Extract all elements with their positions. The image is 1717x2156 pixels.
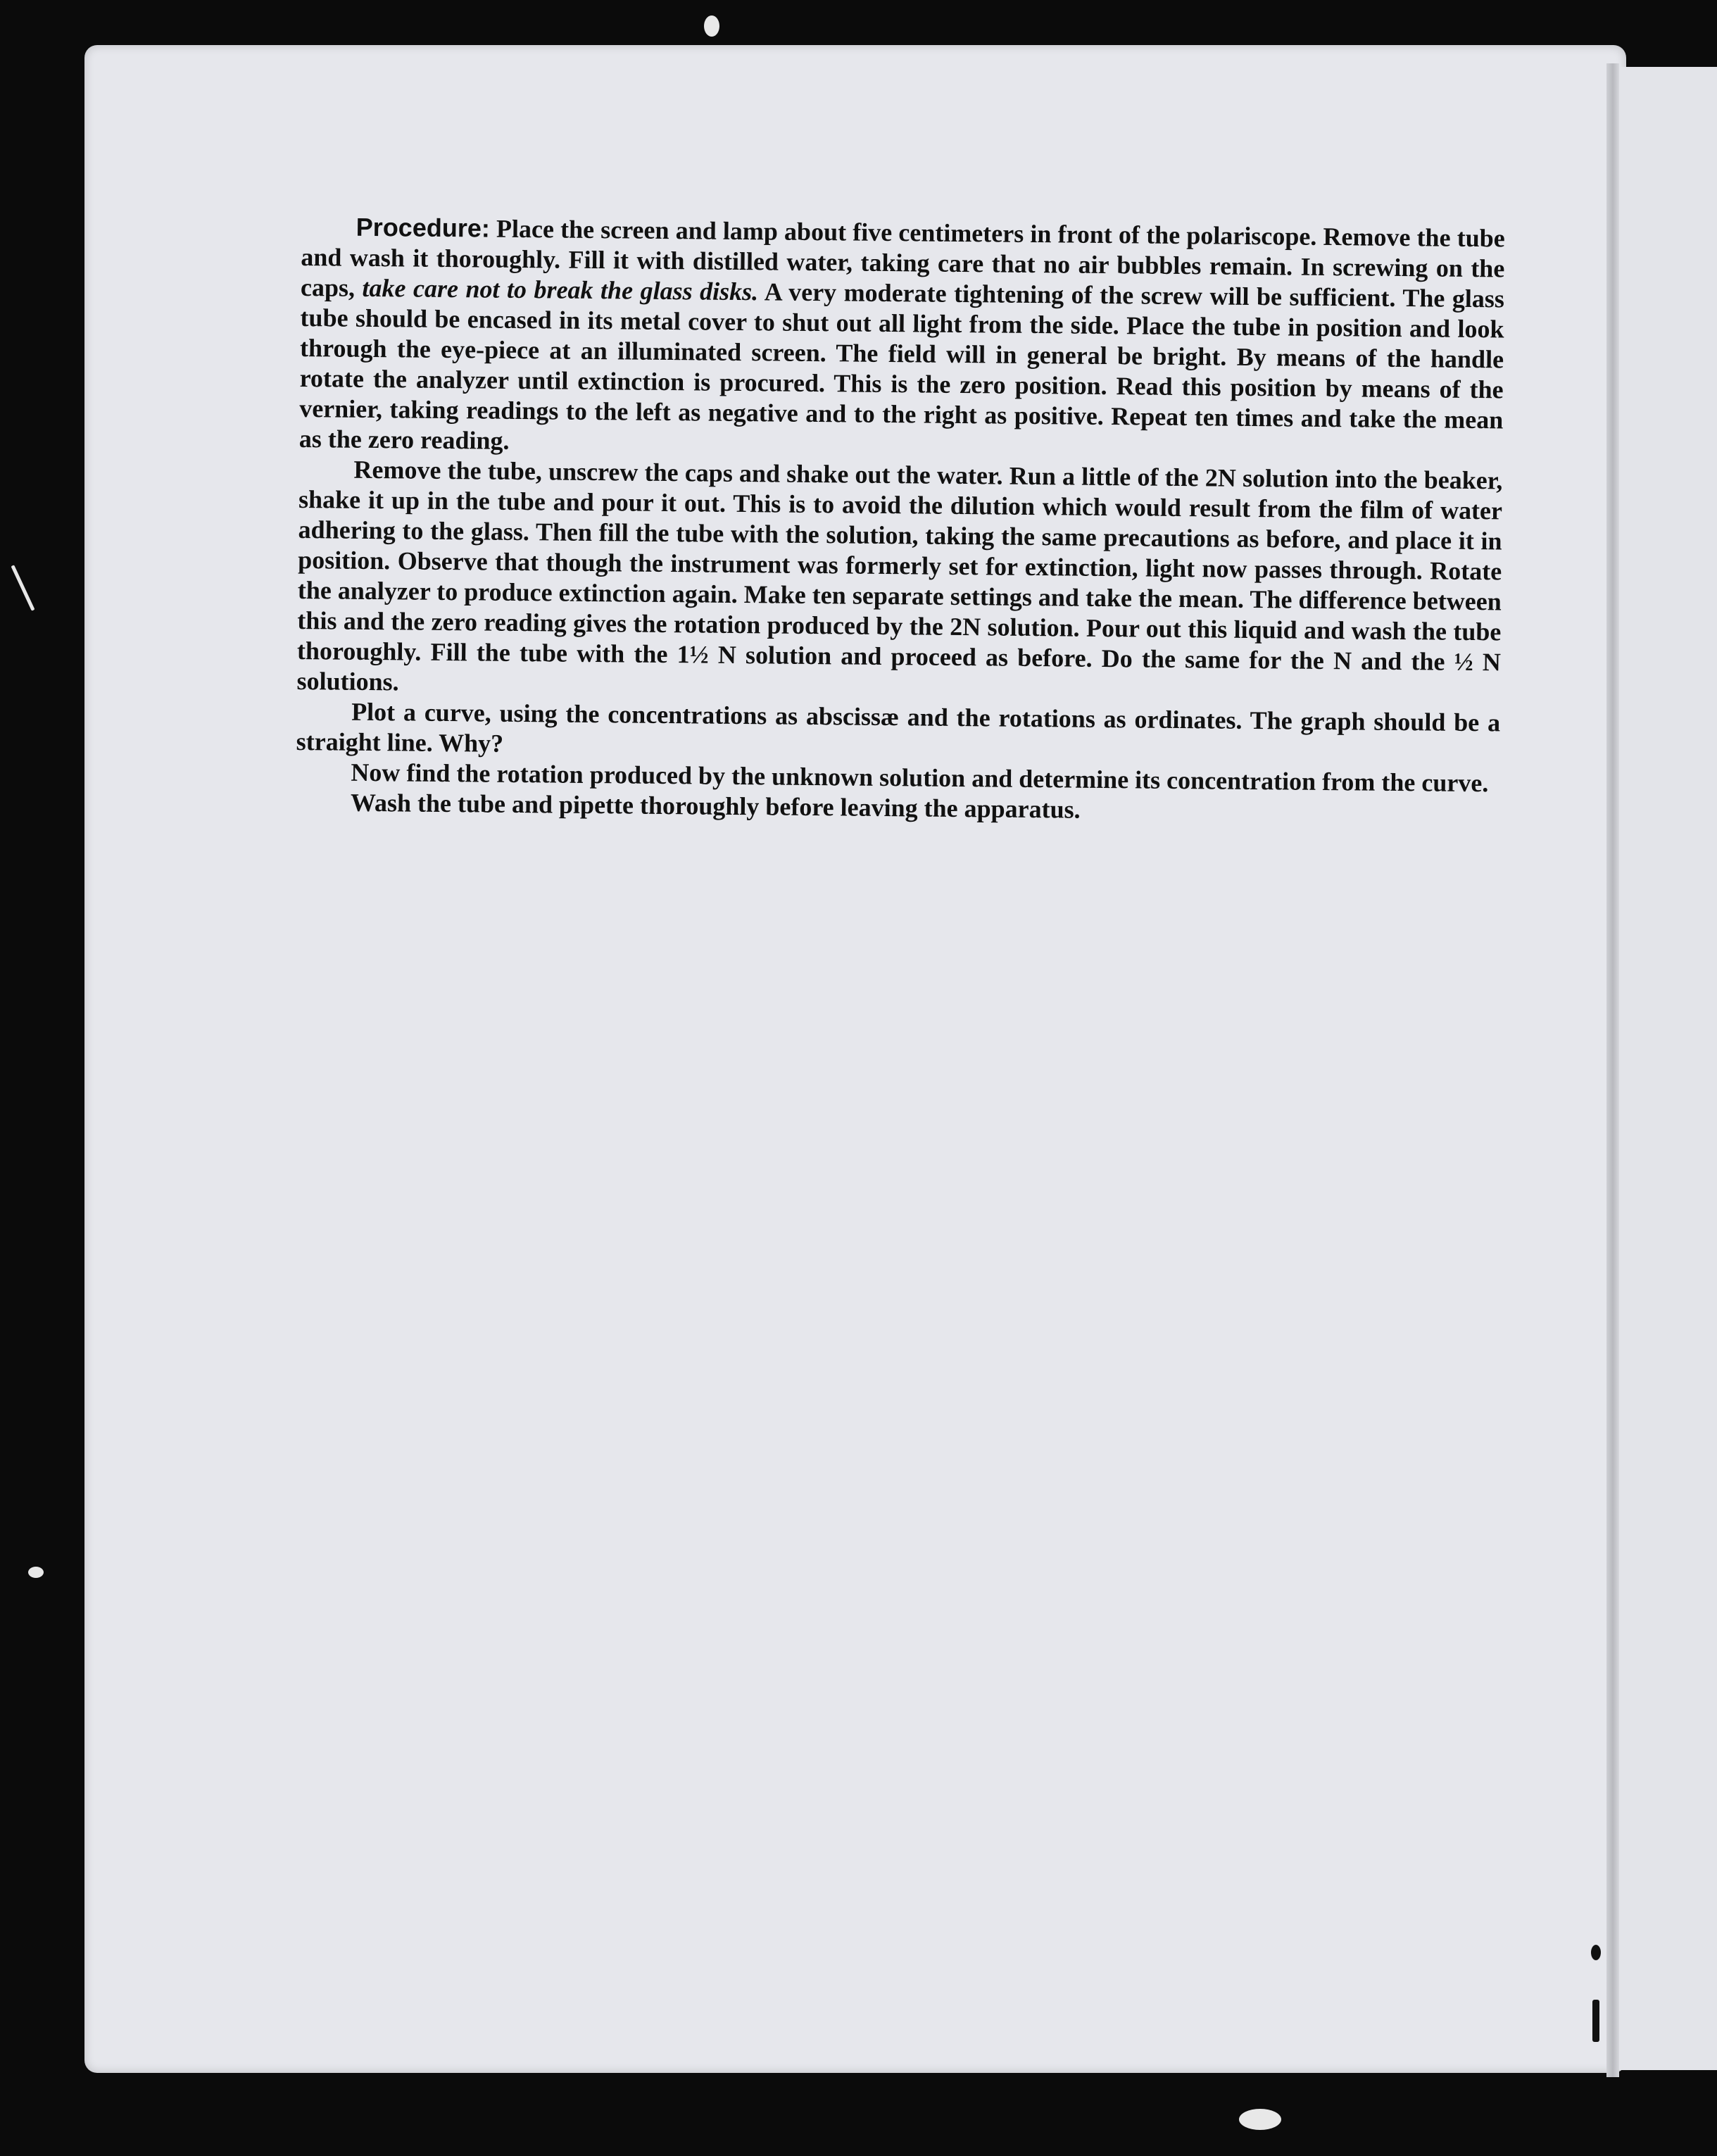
paragraph-1-part-a: Place the screen and lamp about five centimeters in front of the polariscope. Remove the tube and wash it thoroughly. Fill it with distilled water, taking care that no air bubbles remain. In screwing on the caps, <box>300 214 1505 302</box>
scan-speck <box>1592 2000 1599 2042</box>
paragraph-1-emphasis: take care not to break the glass disks. <box>362 273 759 306</box>
next-page-edge <box>1619 67 1717 2070</box>
paragraph-procedure <box>299 211 1505 465</box>
paragraph-3: Plot a curve, using the concentrations as abscissæ and the rotations as ordinates. The graph should be a straight line. Why? <box>296 697 1501 758</box>
paragraph-5: Wash the tube and pipette thoroughly before leaving the apparatus. <box>350 788 1081 824</box>
page-gutter <box>1606 63 1619 2077</box>
scan-speck <box>704 15 719 37</box>
scan-speck <box>28 1567 44 1578</box>
scan-speck <box>1591 1945 1601 1960</box>
scan-speck <box>1239 2109 1281 2130</box>
paragraph-2: Remove the tube, unscrew the caps and shake out the water. Run a little of the 2N solution into the beaker, shake it up in the tube and pour it out. This is to avoid the dilution which would result from the film of water adhering to the glass. Then fill the tube with the solution, taking the same precautions as before, and place it in position. Observe that though the instrument was formerly set for extinction, light now passes through. Rotate the analyzer to produce extinction again. Make ten separate settings and take the mean. The difference between this and the zero reading gives the rotation produced by the 2N solution. Pour out this liquid and wash the tube thoroughly. Fill the tube with the 1½ N solution and proceed as before. Do the same for the N and the ½ N solutions. <box>296 455 1503 696</box>
scan-speck <box>11 565 34 611</box>
procedure-text <box>296 211 1505 829</box>
procedure-heading: Procedure: <box>356 212 491 243</box>
paragraph-4: Now find the rotation produced by the unknown solution and determine its concentration from the curve. <box>351 758 1489 798</box>
paragraph-1-part-b: A very moderate tightening of the screw will be sufficient. The glass tube should be encased in its metal cover to shut out all light from the side. Place the tube in position and look through the eye-piece at an illuminated screen. The field will in general be bright. By means of the handle rotate the analyzer until extinction is procured. This is the zero position. Read this position by means of the vernier, taking readings to the left as negative and to the right as positive. Repeat ten times and take the mean as the zero reading. <box>298 277 1505 455</box>
